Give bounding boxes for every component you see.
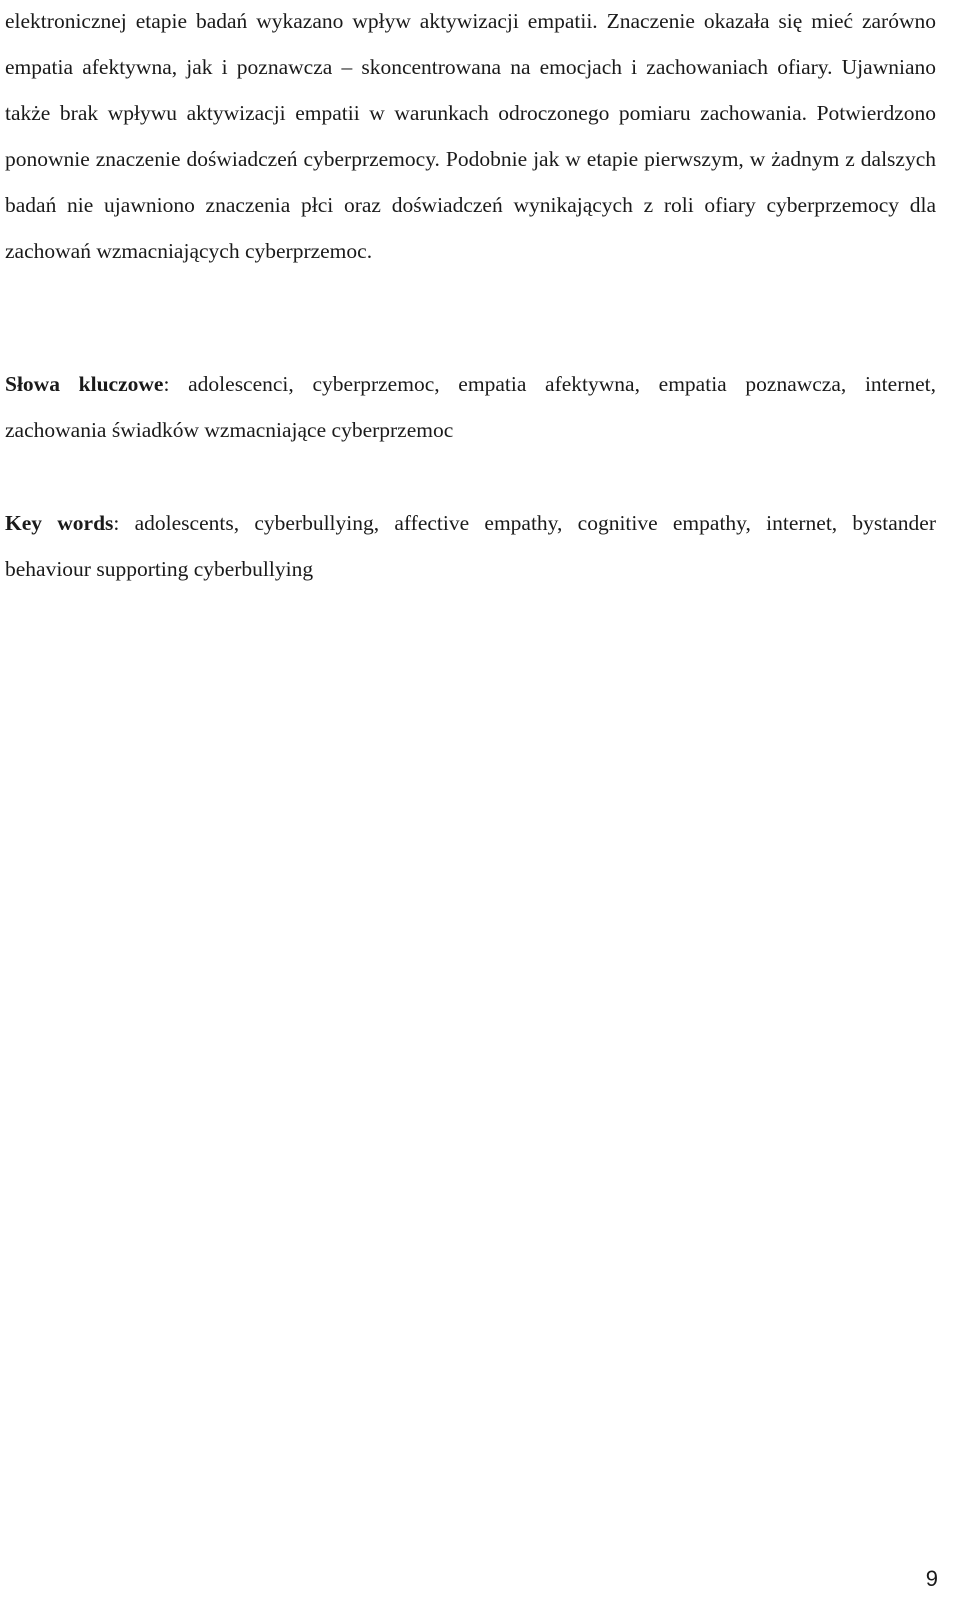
keywords-polish-separator: : (163, 372, 170, 396)
abstract-paragraph: elektronicznej etapie badań wykazano wpływ aktywizacji empatii. Znaczenie okazała się mieć zarówno empatia afektywna, jak i poznawcza – skoncentrowana na emocjach i zachowaniach ofiary. Ujawniano także brak wpływu aktywizacji empatii w warunkach odroczonego pomiaru zachowania. Potwierdzono ponownie znaczenie doświadczeń cyberprzemocy. Podobnie jak w etapie pierwszym, w żadnym z dalszych badań nie ujawniono znaczenia płci oraz doświadczeń wynikających z roli ofiary cyberprzemocy dla zachowań wzmacniających cyberprzemoc. (5, 9, 936, 263)
keywords-english-list: adolescents, cyberbullying, affective empathy, cognitive empathy, internet, bystander behaviour supporting cyberbullying (5, 511, 936, 581)
page-number: 9 (925, 1566, 938, 1591)
keywords-english-label: Key words (5, 511, 114, 535)
keywords-polish-label: Słowa kluczowe (5, 372, 164, 396)
keywords-english-separator: : (113, 511, 120, 535)
keywords-polish (5, 361, 936, 453)
keywords-english (5, 500, 936, 592)
keywords-polish-list: adolescenci, cyberprzemoc, empatia afektywna, empatia poznawcza, internet, zachowania świadków wzmacniające cyberprzemoc (5, 372, 937, 442)
